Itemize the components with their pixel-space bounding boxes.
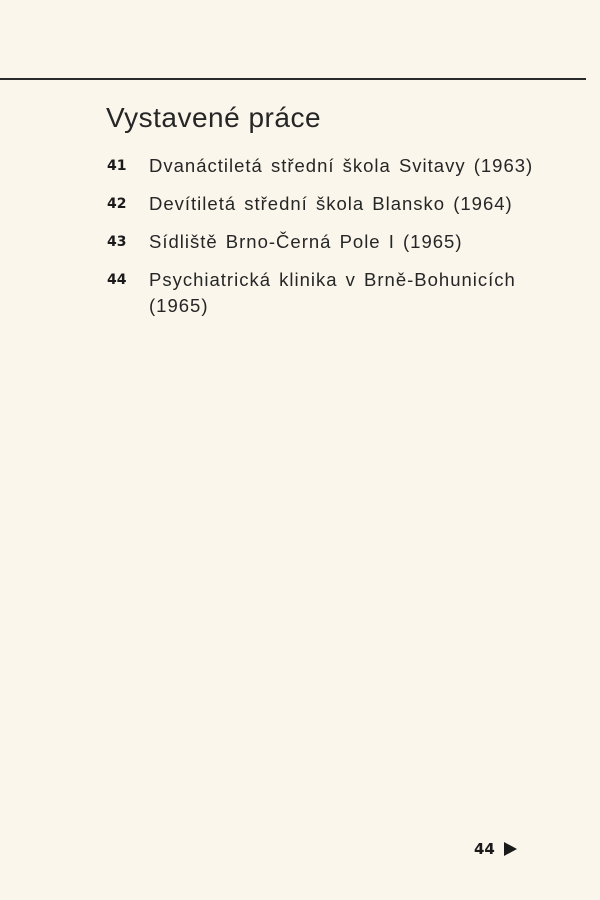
item-text: Sídliště Brno-Černá Pole I (1965) bbox=[149, 231, 463, 252]
exhibited-works-list bbox=[107, 152, 547, 329]
list-item bbox=[107, 228, 547, 256]
item-number: 43 bbox=[107, 234, 127, 250]
item-text: Devítiletá střední škola Blansko (1964) bbox=[149, 193, 513, 214]
top-rule-divider bbox=[0, 78, 586, 80]
item-number: 42 bbox=[107, 196, 127, 212]
item-number: 41 bbox=[107, 158, 127, 174]
list-item bbox=[107, 152, 547, 180]
list-item bbox=[107, 190, 547, 218]
item-text: Dvanáctiletá střední škola Svitavy (1963) bbox=[149, 155, 534, 176]
page-number-indicator bbox=[474, 840, 517, 858]
item-number: 44 bbox=[107, 272, 127, 288]
page-title: Vystavené práce bbox=[106, 102, 322, 133]
list-item bbox=[107, 266, 547, 319]
page-number: 44 bbox=[474, 840, 495, 858]
item-text: Psychiatrická klinika v Brně-Bohunicích (1965) bbox=[149, 269, 516, 316]
next-page-arrow-icon bbox=[504, 842, 517, 856]
